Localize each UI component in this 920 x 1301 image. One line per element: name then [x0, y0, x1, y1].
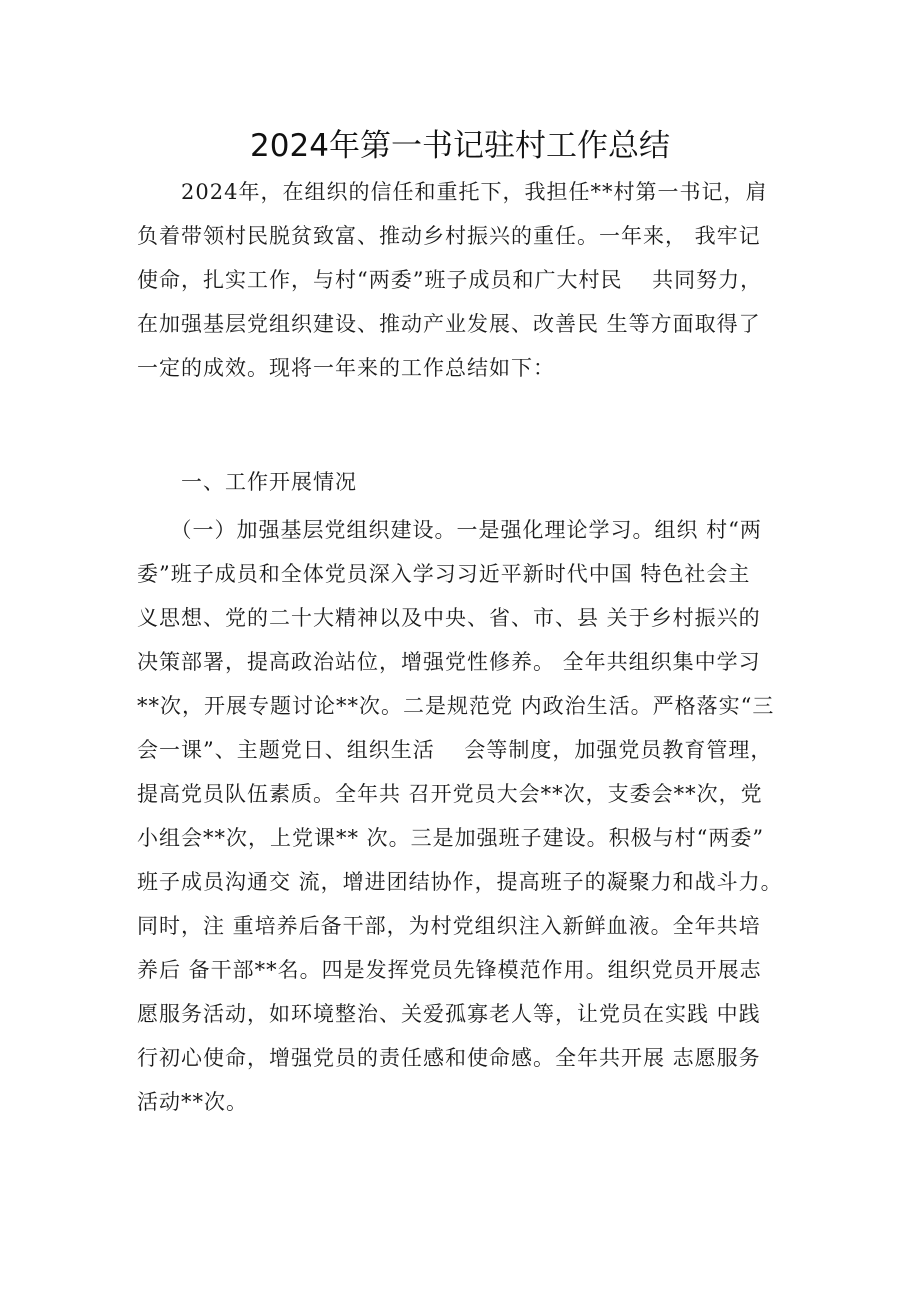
intro-paragraph — [137, 170, 797, 390]
section-one-line: 提高党员队伍素质。全年共 召开党员大会**次，支委会**次，党 — [137, 782, 763, 806]
section-one-line: 同时，注 重培养后备干部，为村党组织注入新鲜血液。全年共培 — [137, 914, 761, 938]
intro-line: 2024年，在组织的信任和重托下，我担任**村第一书记，肩 — [137, 180, 768, 204]
section-one-line: 养后 备干部**名。四是发挥党员先锋模范作用。组织党员开展志 — [137, 958, 762, 982]
section-one-line: 小组会**次，上党课** 次。三是加强班子建设。积极与村“两委” — [137, 826, 765, 850]
section-heading-text: 一、工作开展情况 — [137, 470, 357, 494]
section-one-line: 决策部署，提高政治站位，增强党性修养。 全年共组织集中学习 — [137, 650, 761, 674]
section-one-line: 义思想、党的二十大精神以及中央、省、市、县 关于乡村振兴的 — [137, 606, 761, 630]
section-one-line: 班子成员沟通交 流，增进团结协作，提高班子的凝聚力和战斗力。 — [137, 870, 783, 894]
section-one-paragraph — [137, 508, 797, 1124]
section-heading — [137, 460, 797, 504]
intro-line: 使命，扎实工作，与村“两委”班子成员和广大村民 共同努力， — [137, 268, 763, 292]
intro-line: 一定的成效。现将一年来的工作总结如下： — [137, 356, 555, 380]
section-one-line: 委”班子成员和全体党员深入学习习近平新时代中国 特色社会主 — [137, 562, 751, 586]
section-one-line: 愿服务活动，如环境整治、关爱孤寡老人等，让党员在实践 中践 — [137, 1002, 761, 1026]
section-one-line: （一）加强基层党组织建设。一是强化理论学习。组织 村“两 — [137, 518, 762, 542]
section-one-line: 会一课”、主题党日、组织生活 会等制度，加强党员教育管理， — [137, 738, 773, 762]
section-one-line: 活动**次。 — [137, 1090, 248, 1114]
intro-line: 在加强基层党组织建设、推动产业发展、改善民 生等方面取得了 — [137, 312, 761, 336]
section-one-line: **次，开展专题讨论**次。二是规范党 内政治生活。严格落实“三 — [137, 694, 775, 718]
document-title: 2024年第一书记驻村工作总结 — [250, 128, 670, 164]
intro-line: 负着带领村民脱贫致富、推动乡村振兴的重任。一年来， 我牢记 — [137, 224, 761, 248]
section-one-line: 行初心使命，增强党员的责任感和使命感。全年共开展 志愿服务 — [137, 1046, 761, 1070]
